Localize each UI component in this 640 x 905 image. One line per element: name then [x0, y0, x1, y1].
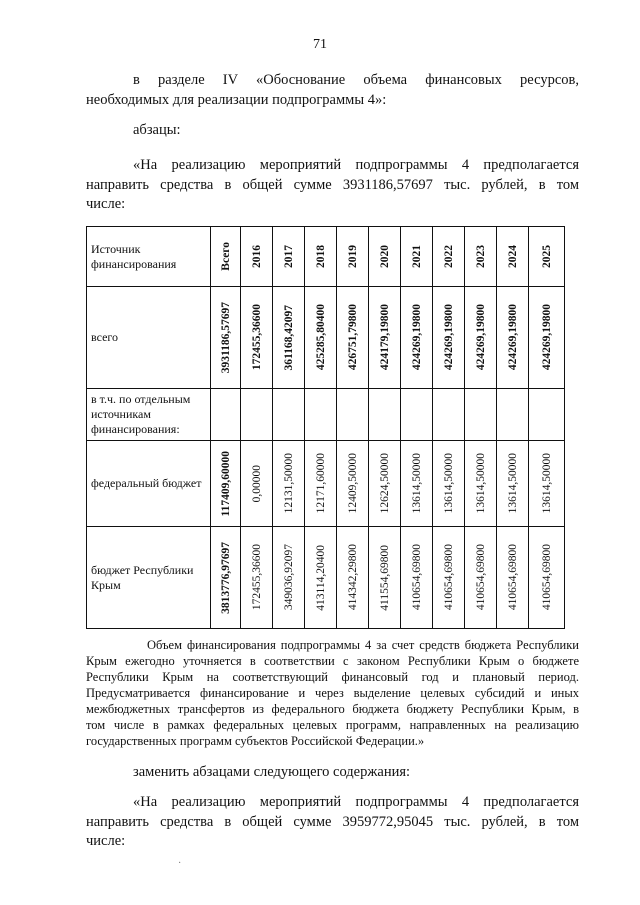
col-header: 2025 — [529, 227, 565, 287]
table-cell — [465, 389, 497, 441]
note-line-2: Крым ежегодно уточняется в соответствии с законом Республики Крым о бюджете — [86, 654, 579, 668]
table-cell: 361168,42097 — [273, 287, 305, 389]
table-cell: 12131,50000 — [273, 441, 305, 527]
table-cell — [305, 389, 337, 441]
quote2-line-2: направить средства в общей сумме 3959772,95045 тыс. рублей, в том — [86, 814, 579, 830]
table-cell: 411554,69800 — [369, 527, 401, 629]
table-cell: 13614,50000 — [465, 441, 497, 527]
table-cell: 172455,36600 — [241, 287, 273, 389]
row-label: федеральный бюджет — [87, 441, 211, 527]
table-cell: 13614,50000 — [401, 441, 433, 527]
table-cell: 410654,69800 — [401, 527, 433, 629]
quote1-line-1: «На реализацию мероприятий подпрограммы 4 предполагается — [133, 157, 579, 173]
col-header: Всего — [211, 227, 241, 287]
table-cell: 424269,19800 — [465, 287, 497, 389]
table-cell: 424269,19800 — [401, 287, 433, 389]
table-cell: 410654,69800 — [529, 527, 565, 629]
table-cell: 13614,50000 — [433, 441, 465, 527]
table-cell: 424269,19800 — [433, 287, 465, 389]
col-header: 2022 — [433, 227, 465, 287]
intro-line-2: необходимых для реализации подпрограммы 4»: — [86, 92, 387, 108]
table-cell — [273, 389, 305, 441]
table-row-subheader — [87, 389, 565, 441]
financing-table — [86, 226, 565, 629]
note-line-1: Объем финансирования подпрограммы 4 за счет средств бюджета Республики — [147, 638, 579, 652]
table-cell — [529, 389, 565, 441]
table-cell — [241, 389, 273, 441]
table-row-crimea — [87, 527, 565, 629]
row-label: бюджет Республики Крым — [87, 527, 211, 629]
table-cell — [337, 389, 369, 441]
quote1-line-2: направить средства в общей сумме 3931186,57697 тыс. рублей, в том — [86, 177, 579, 193]
table-cell: 12409,50000 — [337, 441, 369, 527]
abzacy-label: абзацы: — [133, 122, 181, 138]
note-line-4: Предусматривается финансирование и через выделение целевых субсидий и иных — [86, 686, 579, 700]
table-cell — [497, 389, 529, 441]
quote1-line-3: числе: — [86, 196, 126, 212]
table-cell: 13614,50000 — [497, 441, 529, 527]
col-header: 2019 — [337, 227, 369, 287]
quote2-line-1: «На реализацию мероприятий подпрограммы 4 предполагается — [133, 794, 579, 810]
note-line-7: государственных программ субъектов Российской Федерации.» — [86, 734, 425, 748]
row-label: всего — [87, 287, 211, 389]
table-cell: 425285,80400 — [305, 287, 337, 389]
table-cell: 3931186,57697 — [211, 287, 241, 389]
table-cell: 410654,69800 — [465, 527, 497, 629]
table-cell — [369, 389, 401, 441]
col-header: 2020 — [369, 227, 401, 287]
table-cell — [401, 389, 433, 441]
scan-speck: · — [178, 858, 182, 869]
table-cell: 3813776,97697 — [211, 527, 241, 629]
table-header-row — [87, 227, 565, 287]
col-header: 2024 — [497, 227, 529, 287]
col-header: 2016 — [241, 227, 273, 287]
table-cell: 410654,69800 — [497, 527, 529, 629]
table-cell: 424269,19800 — [497, 287, 529, 389]
table-cell: 349036,92097 — [273, 527, 305, 629]
header-source-label: Источник финансирования — [87, 227, 211, 287]
intro-line-1: в разделе IV «Обоснование объема финансовых ресурсов, — [133, 72, 579, 88]
table-cell — [211, 389, 241, 441]
row-label: в т.ч. по отдельным источникам финансирования: — [87, 389, 211, 441]
table-cell: 117409,60000 — [211, 441, 241, 527]
table-cell: 414342,29800 — [337, 527, 369, 629]
table-cell — [433, 389, 465, 441]
col-header: 2018 — [305, 227, 337, 287]
note-line-5: межбюджетных трансфертов из федерального бюджета бюджету Республики Крым, в — [86, 702, 579, 716]
col-header: 2023 — [465, 227, 497, 287]
table-cell: 410654,69800 — [433, 527, 465, 629]
col-header: 2021 — [401, 227, 433, 287]
col-header: 2017 — [273, 227, 305, 287]
quote2-line-3: числе: — [86, 833, 126, 849]
page-number: 71 — [313, 37, 327, 52]
table-cell: 0,00000 — [241, 441, 273, 527]
table-cell: 424269,19800 — [529, 287, 565, 389]
note-line-6: том числе в рамках федеральных целевых программ, направленных на реализацию — [86, 718, 579, 732]
table-row-total — [87, 287, 565, 389]
replace-instruction: заменить абзацами следующего содержания: — [133, 764, 411, 780]
table-cell: 424179,19800 — [369, 287, 401, 389]
table-row-federal — [87, 441, 565, 527]
table-cell: 413114,20400 — [305, 527, 337, 629]
table-cell: 13614,50000 — [529, 441, 565, 527]
note-line-3: Республики Крым на соответствующий финансовый год и плановый период. — [86, 670, 579, 684]
table-cell: 426751,79800 — [337, 287, 369, 389]
table-cell: 172455,36600 — [241, 527, 273, 629]
table-cell: 12624,50000 — [369, 441, 401, 527]
table-cell: 12171,60000 — [305, 441, 337, 527]
